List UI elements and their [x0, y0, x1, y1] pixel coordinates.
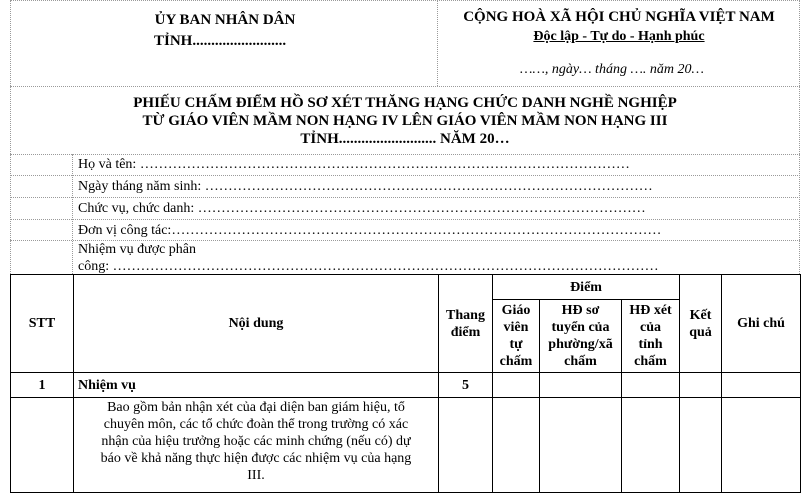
row2-result: [680, 398, 722, 493]
frame-top-line: [10, 0, 800, 1]
row1-result: [680, 373, 722, 398]
header-self-l3: tự: [509, 337, 523, 352]
field-assigned-task: công: ………………………………………………………………………………………………………: [78, 259, 659, 274]
header-prov-l3: tỉnh: [638, 337, 663, 352]
header-result-l1: Kết: [689, 307, 712, 323]
info-left-line: [72, 154, 73, 274]
info-line-4: [10, 240, 800, 241]
frame-line-1: [10, 86, 800, 87]
form-title-line3: TỈNH.......................... NĂM 20…: [300, 131, 510, 147]
header-prov-l2: của: [640, 320, 662, 335]
row2-ward-score: [540, 398, 622, 493]
header-ward-l2: tuyển của: [551, 320, 610, 335]
header-province-council-score: [622, 300, 680, 373]
header-result-l2: quả: [689, 324, 712, 340]
form-title-line1: PHIẾU CHẤM ĐIỂM HỒ SƠ XÉT THĂNG HẠNG CHỨC DANH NGHỀ NGHIỆP: [133, 95, 677, 111]
header-divider-line: [437, 0, 438, 86]
header-ward-l4: chấm: [564, 354, 597, 369]
header-content: Nội dung: [74, 275, 439, 373]
info-line-2: [10, 197, 800, 198]
row1-note: [722, 373, 801, 398]
row2-content: [74, 398, 439, 493]
row1-stt: 1: [11, 373, 74, 398]
field-position: Chức vụ, chức danh: ……………………………………………………………………………………: [78, 201, 646, 216]
info-line-3: [10, 219, 800, 220]
date-line: ……, ngày… tháng …. năm 20…: [520, 62, 704, 77]
header-ward-l1: HĐ sơ: [561, 303, 600, 318]
scoring-table: [10, 274, 801, 493]
header-prov-l4: chấm: [634, 354, 667, 369]
row2-content-l2: chuyên môn, các tổ chức đoàn thể trong trường có xác: [103, 417, 409, 432]
field-full-name: Họ và tên: ……………………………………………………………………………………………: [78, 157, 630, 172]
row2-stt: [11, 398, 74, 493]
org-province: TỈNH.........................: [154, 33, 287, 49]
field-date-of-birth: Ngày tháng năm sinh: ……………………………………………………………………………………: [78, 179, 653, 194]
header-ward-council-score: [540, 300, 622, 373]
form-title-line2: TỪ GIÁO VIÊN MẦM NON HẠNG IV LÊN GIÁO VIÊN MẦM NON HẠNG III: [142, 113, 668, 129]
header-teacher-self-score: [493, 300, 540, 373]
row2-self-score: [493, 398, 540, 493]
frame-line-2: [10, 154, 800, 155]
field-assigned-task-label: Nhiệm vụ được phân: [78, 242, 197, 257]
info-line-1: [10, 175, 800, 176]
header-score-group: Điểm: [493, 275, 680, 300]
field-work-unit: Đơn vị công tác:……………………………………………………………………………………………: [78, 223, 662, 238]
header-note: Ghi chú: [722, 275, 801, 373]
row2-note: [722, 398, 801, 493]
row1-ward-score: [540, 373, 622, 398]
header-stt: STT: [11, 275, 74, 373]
header-self-l4: chấm: [499, 354, 533, 369]
row2-content-l4: báo về khả năng thực hiện được các nhiệm vụ của hạng: [100, 451, 412, 466]
row2-content-l5: III.: [247, 468, 265, 483]
header-prov-l1: HĐ xét: [629, 303, 672, 318]
row2-content-l3: nhận của hiệu trưởng hoặc các minh chứng (nếu có) dự: [101, 434, 411, 449]
header-ward-l3: phường/xã: [548, 337, 613, 352]
row2-content-l1: Bao gồm bản nhận xét của đại diện ban giám hiệu, tổ: [107, 400, 405, 415]
row1-self-score: [493, 373, 540, 398]
header-self-l2: viên: [503, 320, 529, 335]
row1-content: Nhiệm vụ: [74, 373, 439, 398]
row1-province-score: [622, 373, 680, 398]
row2-points: [439, 398, 493, 493]
row1-points: 5: [439, 373, 493, 398]
motto: Độc lập - Tự do - Hạnh phúc: [533, 29, 705, 44]
header-result: [680, 275, 722, 373]
header-scale: [439, 275, 493, 373]
header-self-l1: Giáo: [501, 303, 531, 318]
nation-title: CỘNG HOÀ XÃ HỘI CHỦ NGHĨA VIỆT NAM: [463, 9, 775, 25]
header-scale-l2: điểm: [450, 324, 481, 340]
header-scale-l1: Thang: [446, 307, 485, 323]
org-name: ỦY BAN NHÂN DÂN: [154, 12, 296, 28]
row2-province-score: [622, 398, 680, 493]
